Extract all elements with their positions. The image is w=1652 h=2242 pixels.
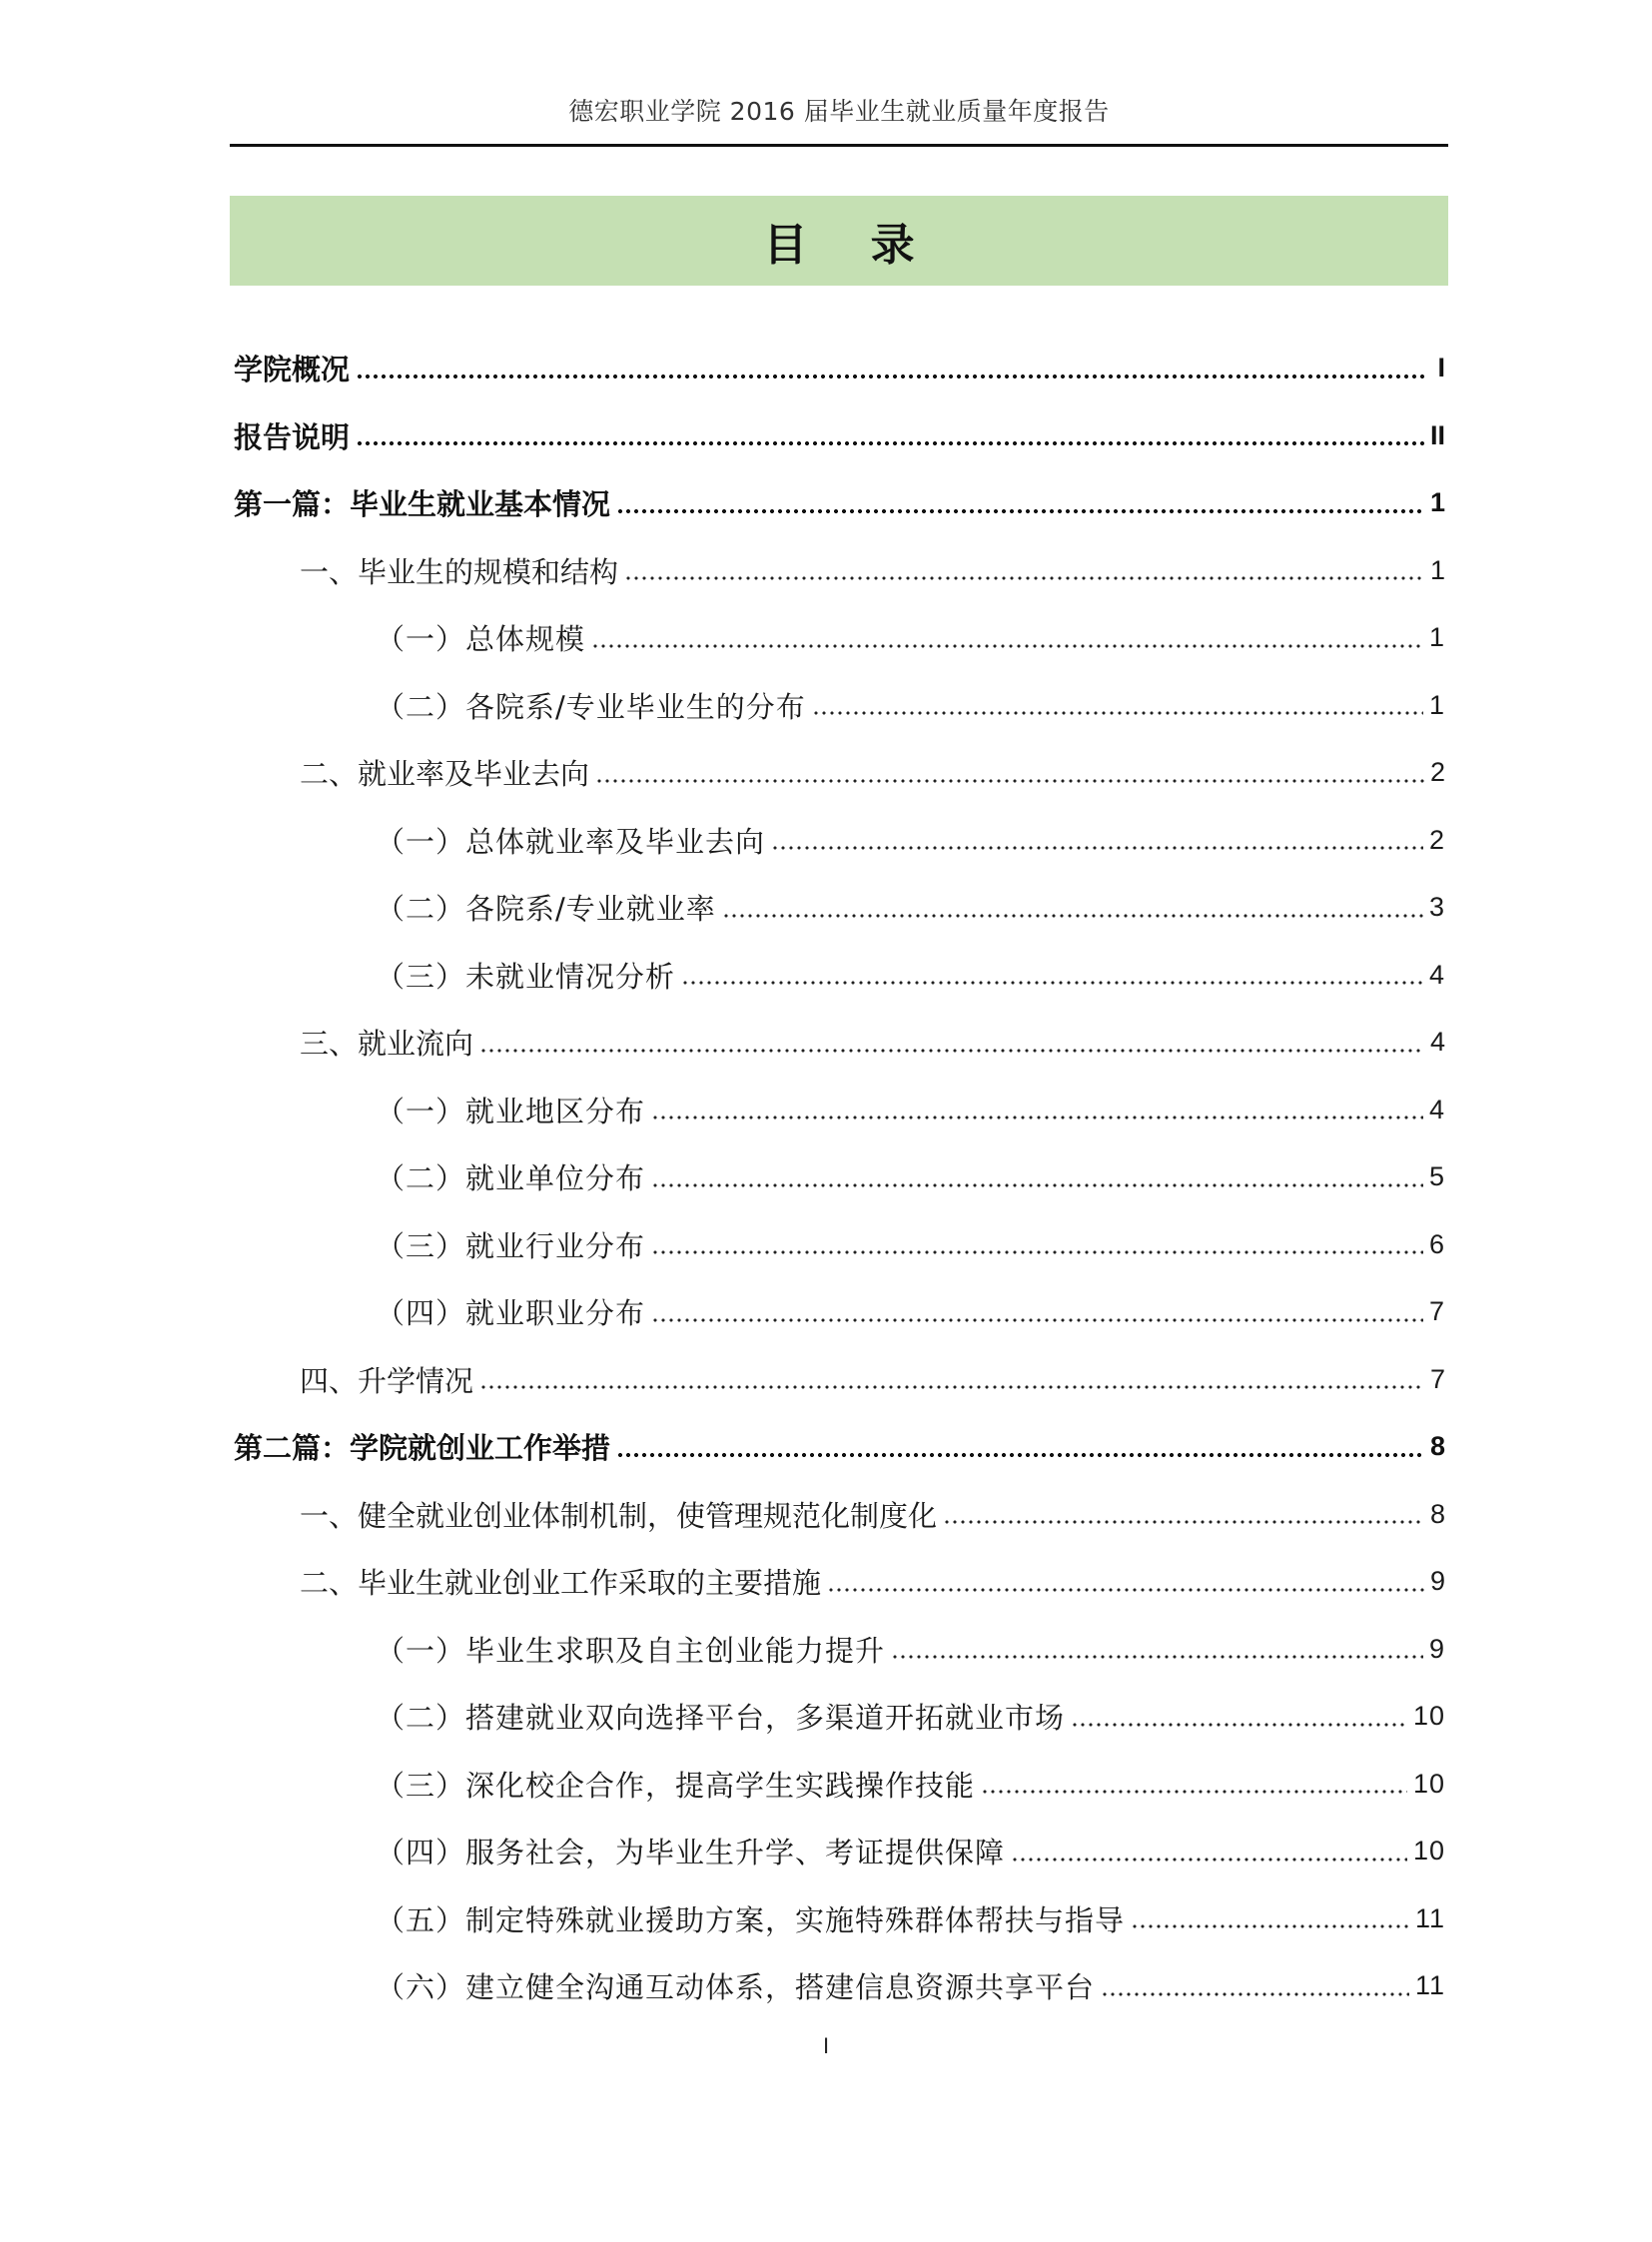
toc-entry-title: 二、毕业生就业创业工作采取的主要措施 [300,1566,822,1601]
dot-leader [943,1519,1424,1525]
toc-entry-title: 二、就业率及毕业去向 [300,757,590,792]
toc-entry[interactable] [232,807,1445,875]
toc-entry[interactable] [232,604,1445,672]
toc-entry-page: 7 [1428,1296,1445,1327]
toc-entry[interactable] [232,335,1445,402]
dot-leader [651,1317,1423,1323]
page-number: I [822,2033,830,2058]
toc-entry-title: 第二篇：学院就创业工作举措 [234,1431,611,1466]
toc-entry-page: 8 [1429,1431,1445,1462]
toc-entry-page: 11 [1414,1902,1445,1933]
dot-leader [681,980,1423,986]
toc-entry-title: 三、就业流向 [300,1027,474,1062]
toc-entry-page: 4 [1429,1027,1445,1058]
toc-entry-title: （一）总体规模 [376,622,586,657]
toc-entry-title: （三）就业行业分布 [376,1228,646,1263]
toc-entry[interactable] [232,1751,1445,1819]
dot-leader [651,1115,1423,1121]
toc-entry-page: 3 [1428,892,1445,923]
dot-leader [595,778,1424,784]
toc-entry-page: 10 [1412,1768,1445,1799]
toc-entry-page: 4 [1428,1094,1445,1124]
toc-entry-page: 11 [1414,1970,1445,2001]
toc-entry-title: （五）制定特殊就业援助方案，实施特殊群体帮扶与指导 [376,1902,1126,1937]
toc-entry-title: （二）就业单位分布 [376,1161,646,1196]
toc-entry[interactable] [232,672,1445,740]
toc-entry-page: II [1429,419,1445,450]
running-header: 德宏职业学院 2016 届毕业生就业质量年度报告 [568,97,1110,126]
dot-leader [651,1249,1423,1255]
toc-entry[interactable] [232,402,1445,470]
dot-leader [1101,1991,1409,1997]
dot-leader [356,374,1425,379]
toc-entry-title: （四）服务社会，为毕业生升学、考证提供保障 [376,1836,1006,1870]
toc-entry[interactable] [232,942,1445,1010]
toc-entry-page: 1 [1429,487,1445,518]
toc-entry-page: 4 [1428,959,1445,990]
toc-entry[interactable] [232,1481,1445,1549]
dot-leader [981,1789,1407,1795]
toc-entry-page: 6 [1428,1228,1445,1259]
toc-entry[interactable] [232,1009,1445,1077]
toc-entry-page: 8 [1429,1498,1445,1529]
toc-entry[interactable] [232,1143,1445,1211]
dot-leader [591,643,1423,649]
toc-entry[interactable] [232,1548,1445,1616]
toc-entry-title: 一、毕业生的规模和结构 [300,554,619,589]
toc-title: 目 录 [763,220,939,271]
toc-entry[interactable] [232,1952,1445,2020]
toc-entry-title: （二）搭建就业双向选择平台，多渠道开拓就业市场 [376,1701,1066,1736]
toc-entry[interactable] [232,1683,1445,1751]
dot-leader [1131,1923,1409,1929]
toc-entry-title: （二）各院系/专业就业率 [376,892,716,927]
toc-entry-title: （三）深化校企合作，提高学生实践操作技能 [376,1768,976,1803]
dot-leader [771,845,1423,851]
toc-entry-page: 9 [1429,1566,1445,1597]
dot-leader [1071,1722,1407,1728]
toc-entry-title: （一）就业地区分布 [376,1094,646,1128]
dot-leader [616,1452,1424,1458]
toc-entry-page: 1 [1428,622,1445,653]
toc-entry-title: （一）总体就业率及毕业去向 [376,824,766,859]
toc-entry-page: 7 [1429,1363,1445,1394]
toc-entry-page: 9 [1428,1633,1445,1664]
dot-leader [356,440,1424,446]
dot-leader [891,1654,1423,1660]
toc-entry-title: （二）各院系/专业毕业生的分布 [376,689,806,724]
toc-entry-page: 10 [1412,1836,1445,1867]
dot-leader [479,1384,1424,1390]
toc-entry-title: 报告说明 [234,419,351,454]
toc-entry-title: 四、升学情况 [300,1363,474,1398]
dot-leader [827,1587,1424,1593]
toc-entry-title: （一）毕业生求职及自主创业能力提升 [376,1633,886,1668]
toc-entry-page: 1 [1429,554,1445,585]
toc-entry[interactable] [232,1278,1445,1346]
dot-leader [1011,1857,1407,1863]
dot-leader [479,1048,1424,1054]
header-rule [230,144,1448,147]
toc-entry-page: 2 [1428,824,1445,855]
toc-entry[interactable] [232,1616,1445,1684]
toc-entry[interactable] [232,874,1445,942]
dot-leader [624,575,1424,581]
toc-entry-title: （四）就业职业分布 [376,1296,646,1331]
toc-title-banner [230,196,1448,286]
toc-entry[interactable] [232,1077,1445,1144]
toc-entry[interactable] [232,1346,1445,1414]
dot-leader [616,508,1424,514]
toc-entry-title: （三）未就业情况分析 [376,959,676,994]
toc-entry[interactable] [232,1818,1445,1885]
toc-entry-page: 2 [1429,757,1445,788]
dot-leader [651,1182,1423,1188]
toc-entry-title: 第一篇：毕业生就业基本情况 [234,487,611,522]
dot-leader [722,913,1423,919]
toc-entry-title: 一、健全就业创业体制机制，使管理规范化制度化 [300,1498,938,1533]
toc-entry-page: I [1437,353,1445,383]
toc-entry-page: 5 [1428,1161,1445,1192]
toc-entry[interactable] [232,1413,1445,1481]
toc-entry-title: （六）建立健全沟通互动体系，搭建信息资源共享平台 [376,1970,1096,2005]
toc-entry[interactable] [232,469,1445,537]
toc-entry[interactable] [232,1211,1445,1279]
table-of-contents [232,335,1445,2020]
toc-entry-title: 学院概况 [234,353,351,387]
toc-entry-page: 1 [1428,689,1445,720]
dot-leader [812,710,1423,716]
toc-entry[interactable] [232,537,1445,605]
toc-entry[interactable] [232,1885,1445,1953]
toc-entry-page: 10 [1412,1701,1445,1732]
toc-entry[interactable] [232,739,1445,807]
